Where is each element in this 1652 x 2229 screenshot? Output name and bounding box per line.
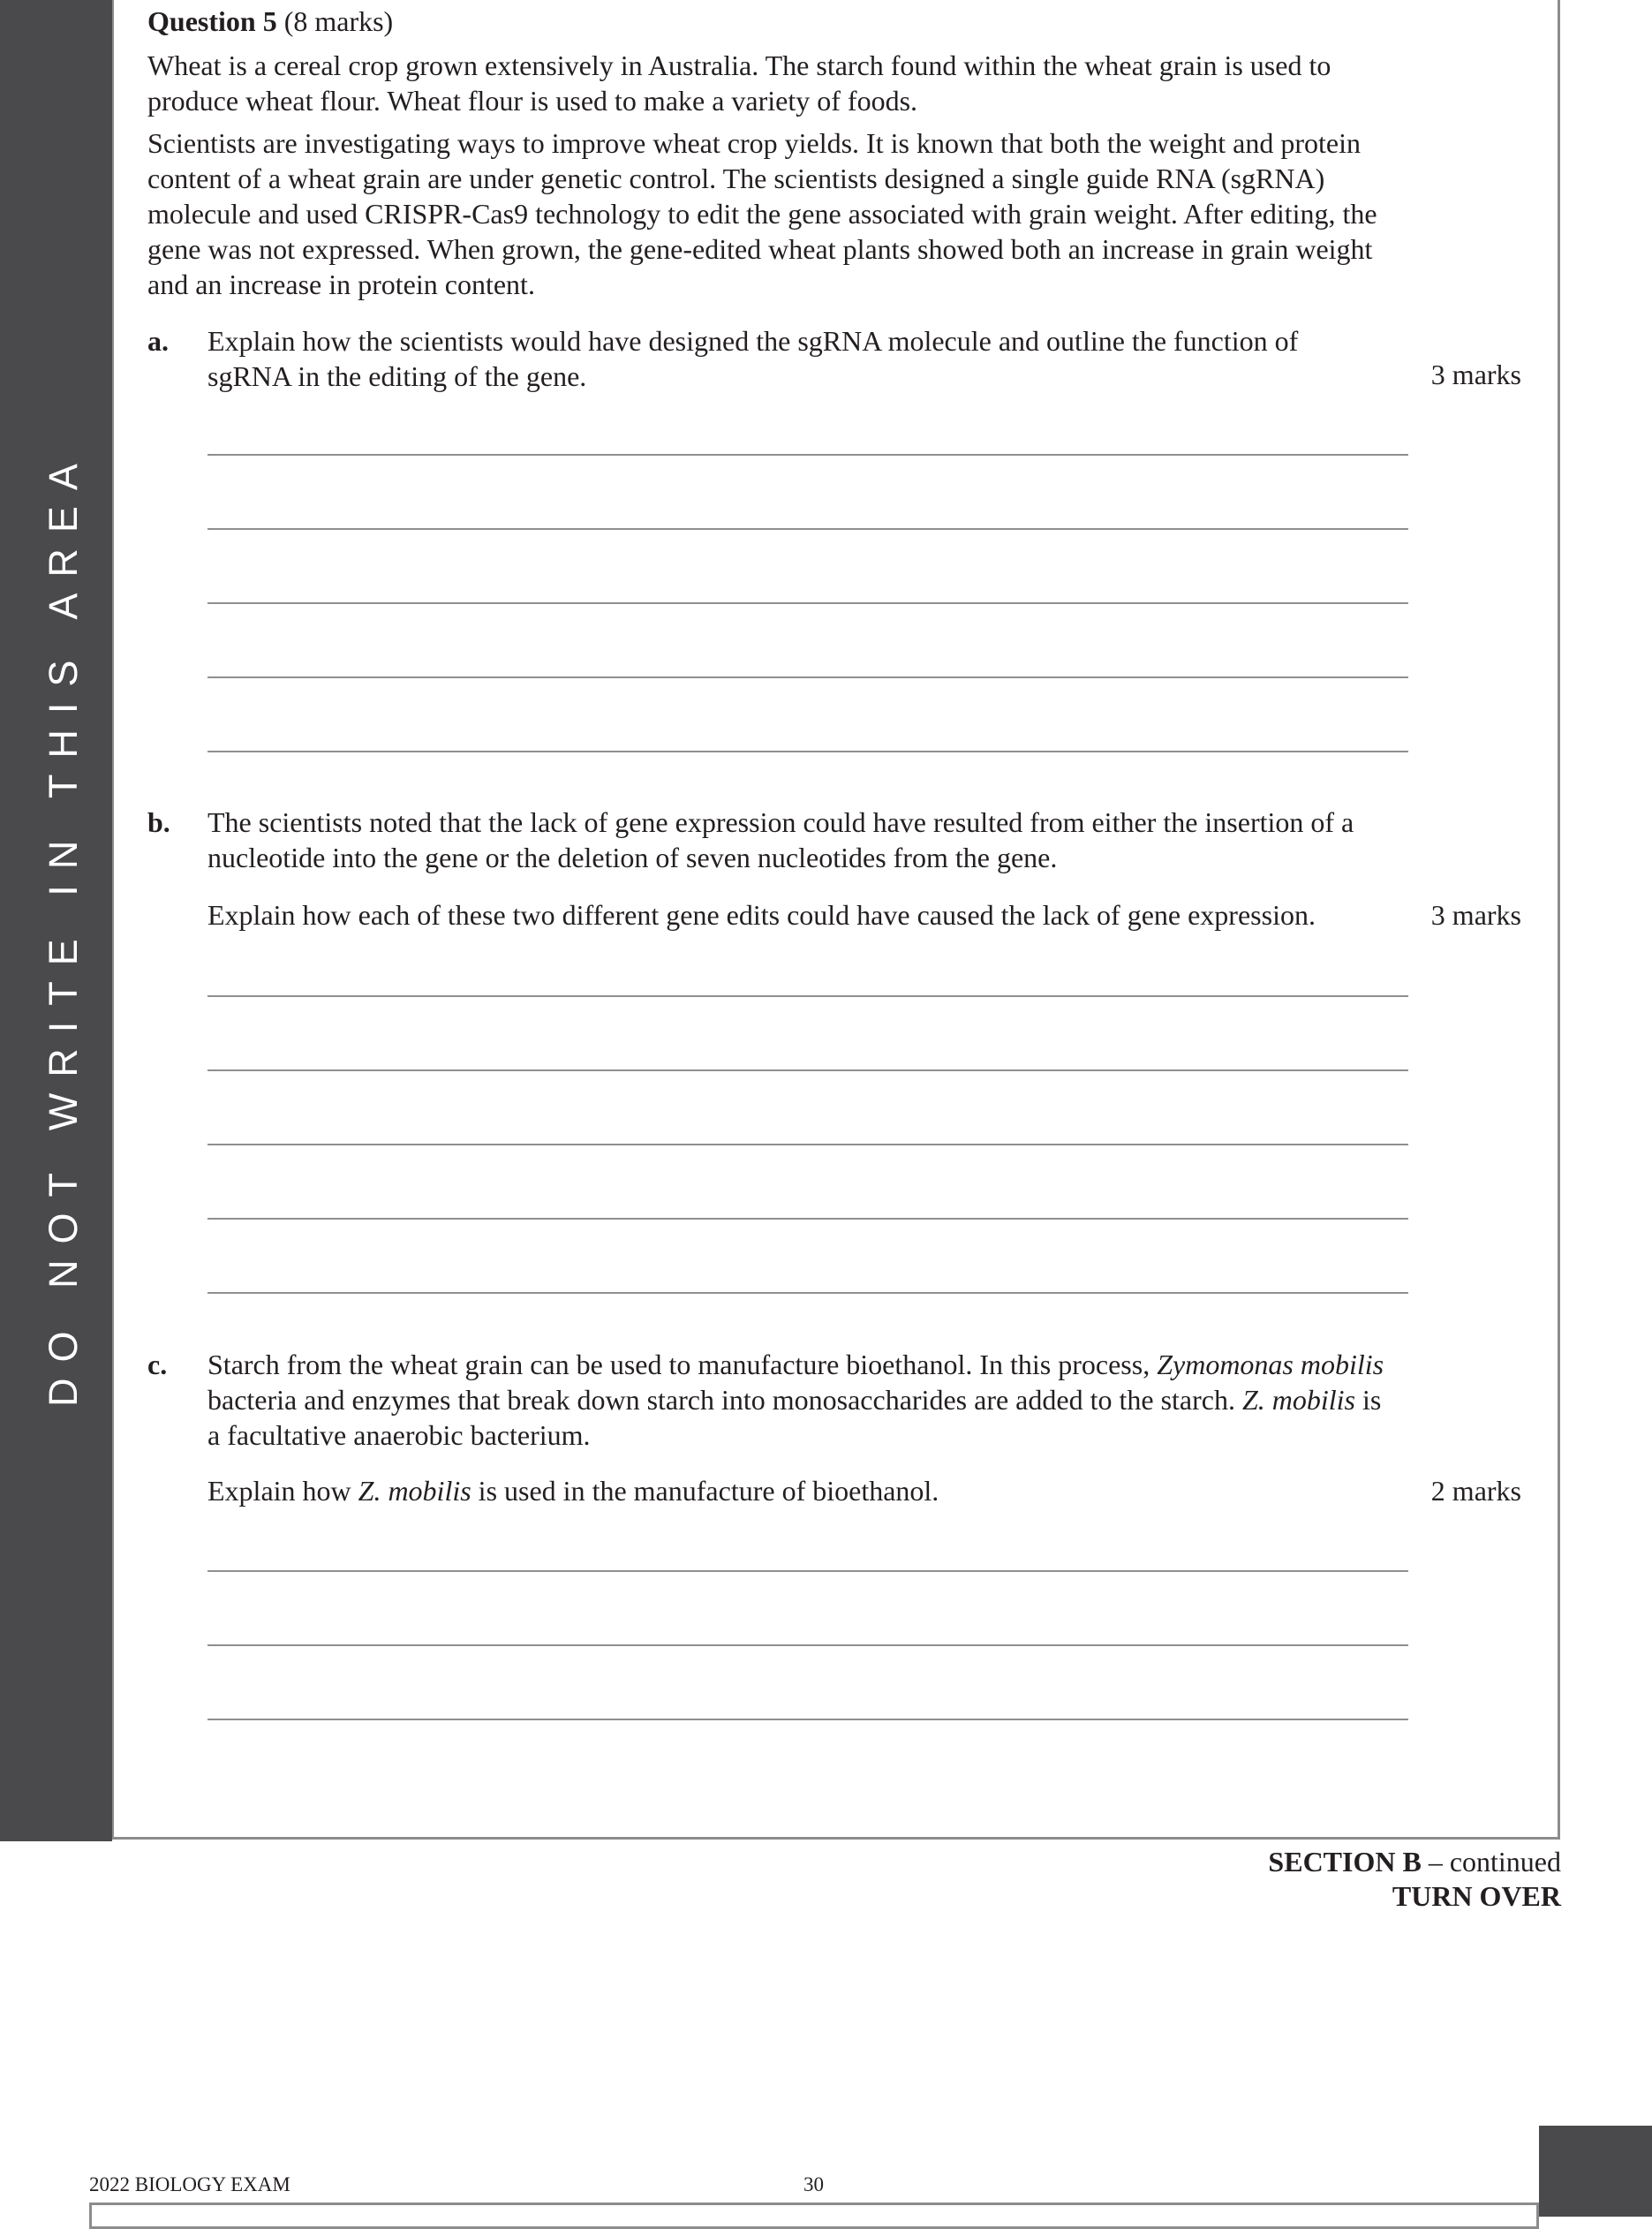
answer-line[interactable] (207, 1644, 1408, 1646)
part-c-prompt-3: is used in the manufacture of bioethanol. (478, 1475, 939, 1507)
part-b-text: The scientists noted that the lack of gene expression could have resulted from either the insertion of a nucleotide into the gene or the deletion of seven nucleotides from the gene. (207, 806, 1354, 873)
intro-paragraph-2: Scientists are investigating ways to improve wheat crop yields. It is known that both the weight and protein content of a wheat grain are under genetic control. The scientists designed a single guide RNA (sgRNA) molecule and used CRISPR-Cas9 technology to edit the gene associated with grain weight. After editing, the gene was not expressed. When grown, the gene-edited wheat plants showed both an increase in grain weight and an increase in protein content. (147, 127, 1377, 300)
part-c-organism: Zymomonas mobilis (1157, 1349, 1384, 1380)
part-a-text: Explain how the scientists would have designed the sgRNA molecule and outline the function of sgRNA in the editing of the gene. (207, 325, 1299, 392)
answer-line[interactable] (207, 1144, 1408, 1145)
answer-line[interactable] (207, 1218, 1408, 1220)
do-not-write-label: DO NOT WRITE IN THIS AREA (41, 448, 86, 1407)
answer-line[interactable] (207, 751, 1408, 752)
answer-line[interactable] (207, 1069, 1408, 1071)
do-not-write-sidebar (0, 0, 112, 1841)
part-b-marks: 3 marks (1430, 899, 1521, 931)
part-c-prompt-1: Explain how (207, 1475, 351, 1507)
answer-line[interactable] (207, 528, 1408, 530)
continued-label: – continued (1428, 1846, 1561, 1878)
part-c-marks: 2 marks (1430, 1475, 1521, 1507)
question-title (147, 4, 393, 39)
part-a-letter: a. (147, 325, 169, 357)
next-page-frame (89, 2203, 1539, 2229)
part-c-text-5: is a facultative anaerobic bacterium. (207, 1384, 1382, 1451)
answer-line[interactable] (207, 602, 1408, 604)
answer-line[interactable] (207, 676, 1408, 678)
part-c-letter: c. (147, 1349, 168, 1380)
part-c-text (207, 1347, 1391, 1453)
exam-name: 2022 BIOLOGY EXAM (89, 2173, 290, 2195)
section-continued (1268, 1845, 1561, 1914)
corner-block (1539, 2126, 1652, 2217)
question-number: Question 5 (147, 5, 277, 37)
turn-over-label: TURN OVER (1392, 1880, 1561, 1912)
answer-line[interactable] (207, 1719, 1408, 1720)
answer-line[interactable] (207, 1570, 1408, 1572)
part-a-marks: 3 marks (1430, 359, 1521, 390)
answer-line[interactable] (207, 454, 1408, 456)
answer-line[interactable] (207, 1292, 1408, 1294)
part-c-prompt-organism: Z. mobilis (358, 1475, 471, 1507)
question-marks: (8 marks) (283, 5, 394, 37)
part-c-text-3: bacteria and enzymes that break down starch into monosaccharides are added to the starch. (207, 1384, 1235, 1416)
section-label: SECTION B (1268, 1846, 1422, 1878)
part-c-prompt (207, 1473, 1355, 1508)
answer-line[interactable] (207, 995, 1408, 997)
part-c-organism-short: Z. mobilis (1241, 1384, 1355, 1416)
part-b-prompt: Explain how each of these two different gene edits could have caused the lack of gene expression. (207, 899, 1316, 931)
part-b-letter: b. (147, 806, 170, 838)
intro-paragraph-1: Wheat is a cereal crop grown extensively in Australia. The starch found within the wheat grain is used to produce wheat flour. Wheat flour is used to make a variety of foods. (147, 49, 1331, 117)
part-c-text-1: Starch from the wheat grain can be used to manufacture bioethanol. In this process, (207, 1349, 1150, 1380)
page-number: 30 (803, 2173, 824, 2195)
